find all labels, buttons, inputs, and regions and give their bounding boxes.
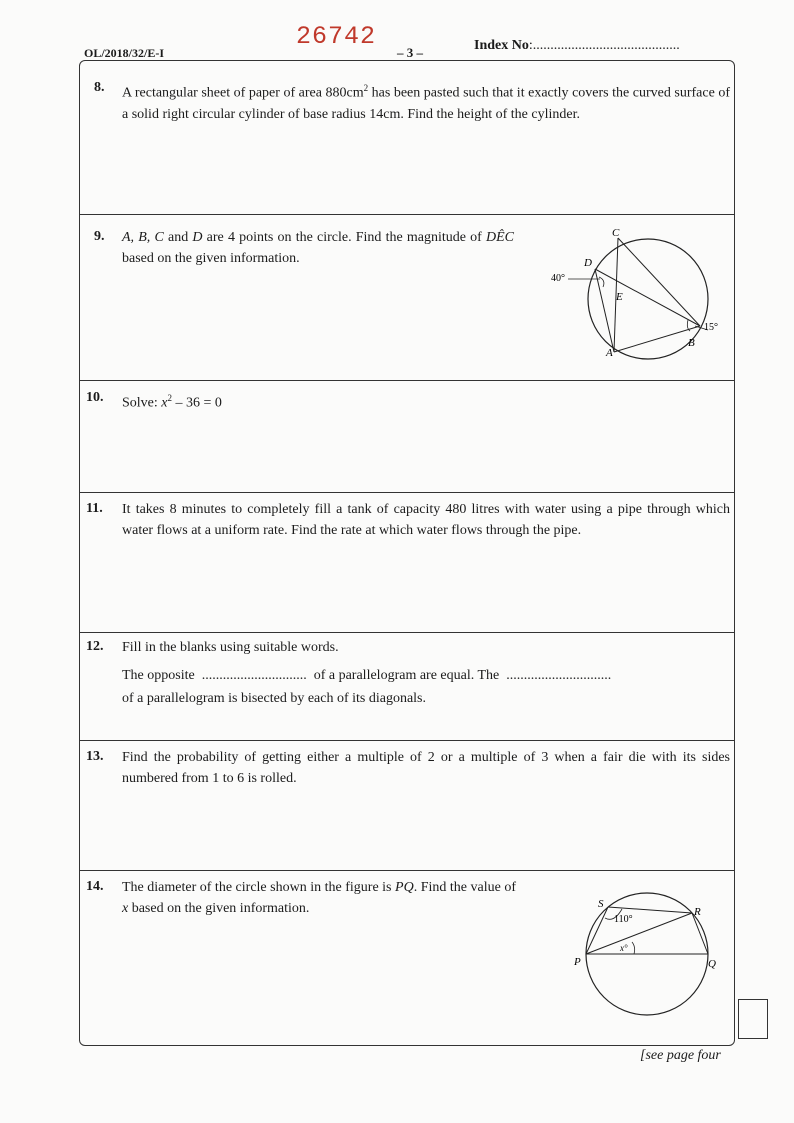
question-9-number: 9. [94,229,105,244]
label-c: C [612,227,620,239]
divider-11-12 [79,632,735,633]
circle-figure-q9 [520,222,730,372]
blank-1[interactable]: .............................. [201,668,307,683]
label-r: R [694,906,701,918]
paper-code: OL/2018/32/E-I [84,46,165,60]
see-next-page: [see page four [640,1048,721,1063]
question-8-number: 8. [94,80,105,95]
question-11-text: It takes 8 minutes to completely fill a tank of capacity 480 litres with water using a pipe through which water flows at a uniform rate. Find the rate at which water flows through the pipe. [122,502,730,538]
label-e: E [616,291,623,303]
question-8-text: A rectangular sheet of paper of area $880cm^2$ has been pasted such that it exactly covers the curved surface of a solid right circular cylinder of base radius 14cm. Find the height of the cylinder. [122,83,730,122]
label-40-deg: 40° [551,273,565,284]
label-q: Q [708,958,716,970]
question-9-text: A, B, C and D are 4 points on the circle. Find the magnitude of DÊC based on the given information. [122,230,514,266]
label-d: D [584,257,592,269]
divider-8-9 [79,214,735,215]
label-x-deg: x° [620,943,628,953]
angle-dec: DÊC [486,230,514,245]
question-14-text: The diameter of the circle shown in the figure is PQ. Find the value of x based on the given information. [122,880,517,916]
label-a: A [606,347,613,359]
question-12-instruction: Fill in the blanks using suitable words. [122,640,339,655]
blank-2[interactable]: .............................. [506,668,612,683]
question-12-line-2: of a parallelogram is bisected by each of its diagonals. [122,691,427,706]
marks-box[interactable] [738,999,768,1039]
question-14-number: 14. [86,879,104,894]
question-10-text: Solve: $x^2 - 36 = 0$ [122,393,222,411]
label-110-deg: 110° [614,914,633,925]
page-marker: – 3 – [397,45,423,60]
question-10-number: 10. [86,390,104,405]
question-12-number: 12. [86,639,104,654]
label-b: B [688,337,695,349]
divider-9-10 [79,380,735,381]
divider-12-13 [79,740,735,741]
label-p: P [574,956,581,968]
index-dots: :.......................................... [528,38,680,53]
question-12-line-1: The opposite .............................. of a parallelogram are equal. The .............................. [122,668,612,683]
index-label: Index No [474,38,529,53]
question-11-number: 11. [86,501,103,516]
circle-figure-q14 [560,885,730,1045]
divider-13-14 [79,870,735,871]
question-13-number: 13. [86,749,104,764]
divider-10-11 [79,492,735,493]
serial-number: 26742 [296,22,377,51]
index-number-field[interactable] [474,38,680,54]
label-15-deg: 15° [704,322,718,333]
question-13-text: Find the probability of getting either a multiple of 2 or a multiple of 3 when a fair die with its sides numbered from 1 to 6 is rolled. [122,750,730,786]
label-s: S [598,898,604,910]
